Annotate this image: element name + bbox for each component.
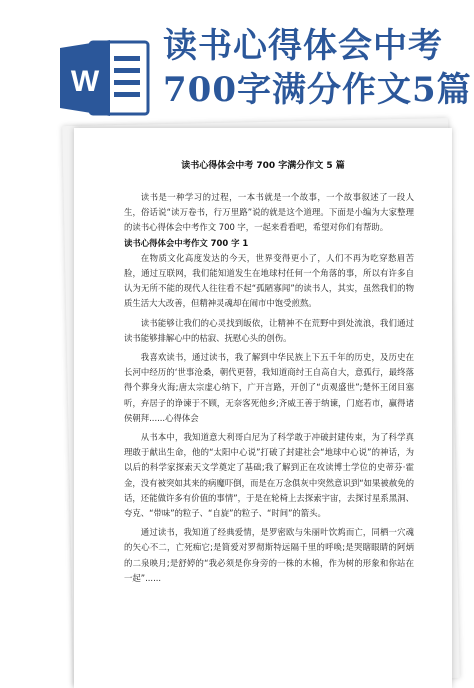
banner-title [163,24,472,112]
banner-title-line-1: 读书心得体会中考 [163,26,443,66]
body-paragraph-2: 读书能够让我们的心灵找到皈依，让精神不在荒野中到处流浪，我们通过读书能够排解心中的枯寂、抚慰心头的创伤。 [124,317,414,343]
section-heading: 读书心得体会中考作文 700 字 1 [124,237,249,248]
word-icon-letter: W [70,65,100,98]
body-paragraph-1: 在物质文化高度发达的今天，世界变得更小了，人们不再为吃穿愁眉苦脸，通过互联网，我们能知道发生在地球村任何一个角落的事，所以有许多自认为无所不能的现代人往往看不起“孤陋寡闻”的读书人，其实，虽然我们的物质生活大大改善，但精神灵魂却在闹市中饱受煎熬。 [124,252,414,309]
document-title: 读书心得体会中考 700 字满分作文 5 篇 [181,161,345,171]
document-page [74,128,452,688]
body-paragraph-5: 通过读书，我知道了经典爱情，是罗密欧与朱丽叶饮鸩而亡，同栖一穴魂的矢心不二，亡死痴它;是简爱对罗彻斯特远隔千里的呼唤;是哭瞎眼睛的阿炳的二泉映月;是舒婷的“我必须是你身旁的一株的木棉，作为树的形象和你站在一起”...... [124,527,414,583]
body-paragraph-3: 我喜欢读书，通过读书，我了解到中华民族上下五千年的历史，及历史在长河中经历的‘世事沧桑，朝代更替，我知道商纣王自高自大，意孤行，最终落得个葬身火海;唐太宗虚心纳下，广开言路，开创了“贞观盛世”;楚怀王闭目塞听，弃居子的诤谏于不顾，无奈客死他乡;齐威王善于纳谏，门庭若市，赢得诸侯朝拜......心得体会 [124,352,414,423]
body-paragraph-4: 从书本中，我知道意大利哥白尼为了科学敢于冲破封建传束，为了科学真理敢于献出生命，他的“太阳中心说”打破了封建社会“地球中心说”的神话，为以后的科学家探索天文学奠定了基础;我了解到正在攻读博士学位的史蒂芬·霍金，没有被突如其来的病魔吓倒，而是在万念俱灰中突然意识到“如果被赦免的话，还能做许多有价值的事情”，于是在轮椅上去探索宇宙，去探讨星系黑洞、夸克、“带味”的粒子、“自旋”的粒子、“时间”的箭头。 [124,432,414,519]
word-icon [56,36,152,120]
intro-paragraph: 读书是一种学习的过程，一本书就是一个故事，一个故事叙述了一段人生，俗话说“读万卷书，行万里路”说的就是这个道理。下面是小编为大家整理的读书心得体会中考作文 700 字，一起来看看吧，希望对你们有帮助。 [124,192,414,233]
document-body [124,190,414,586]
banner-title-line-2: 700字满分作文5篇 [163,70,472,110]
